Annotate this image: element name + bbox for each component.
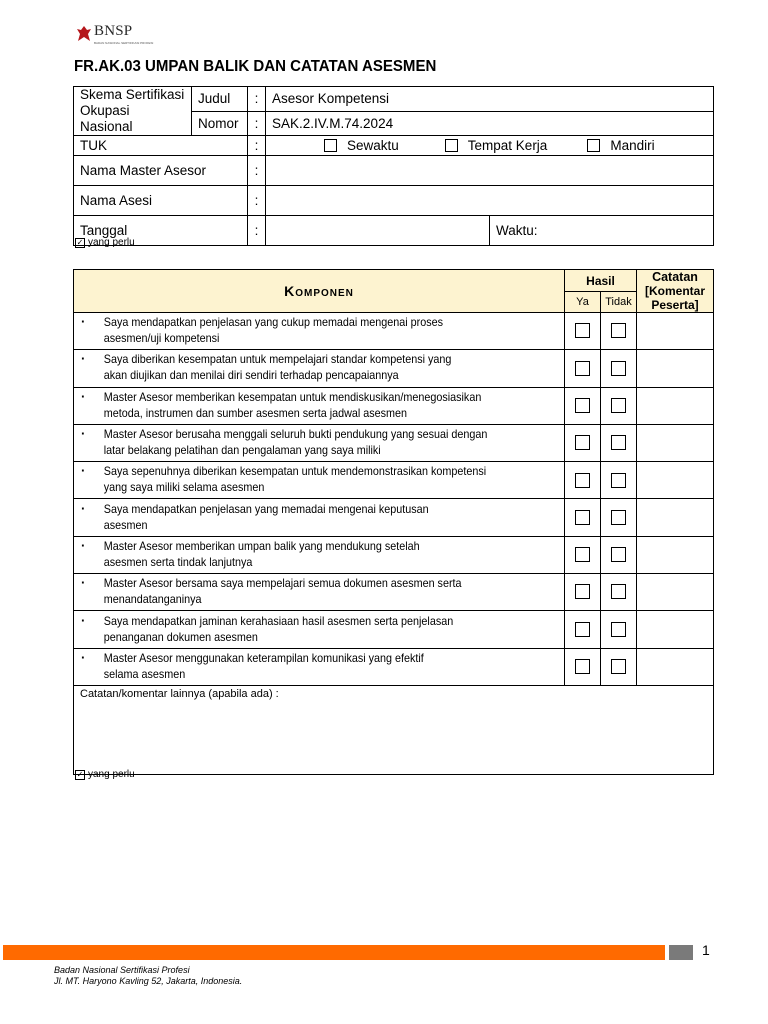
colon: : [248, 216, 266, 246]
checkbox-ya-icon[interactable] [575, 361, 590, 376]
table-row [74, 611, 714, 648]
tidak-cell[interactable] [601, 499, 637, 536]
ya-cell[interactable] [565, 499, 601, 536]
checkbox-icon[interactable] [445, 139, 458, 152]
bnsp-logo [76, 22, 154, 50]
bullet-icon: ▪ [81, 652, 85, 662]
tanggal-field[interactable] [266, 216, 490, 246]
checkbox-ya-icon[interactable] [575, 622, 590, 637]
tuk-label: TUK [74, 136, 248, 156]
ya-header: Ya [565, 292, 601, 313]
colon: : [248, 111, 266, 136]
tidak-header: Tidak [601, 292, 637, 313]
tidak-cell[interactable] [601, 313, 637, 350]
tidak-cell[interactable] [601, 387, 637, 424]
checked-box-icon: ✓ [76, 237, 84, 247]
table-row [74, 499, 714, 536]
logo-subtitle: BADAN NASIONAL SERTIFIKASI PROFESI [94, 41, 154, 45]
table-row [74, 648, 714, 685]
nomor-label: Nomor [192, 111, 248, 136]
garuda-icon [76, 25, 92, 43]
checkbox-ya-icon[interactable] [575, 659, 590, 674]
checked-box-icon: ✓ [76, 769, 84, 779]
bullet-icon: ▪ [81, 466, 85, 476]
note-yang-perlu: ✓ yang perlu [76, 237, 135, 248]
table-row [74, 313, 714, 350]
ya-cell[interactable] [565, 387, 601, 424]
checkbox-ya-icon[interactable] [575, 323, 590, 338]
judul-value: Asesor Kompetensi [266, 87, 714, 112]
item-text: ▪ Saya mendapatkan penjelasan yang cukup memadai mengenai proses asesmen/uji kompetensi [74, 313, 565, 350]
item-text: ▪ Master Asesor berusaha menggali seluruh bukti pendukung yang sesuai dengan latar belakang pelatihan dan pengalaman yang saya miliki [74, 424, 565, 461]
checkbox-tidak-icon[interactable] [611, 584, 626, 599]
checkbox-tidak-icon[interactable] [611, 435, 626, 450]
footer-grey-block [669, 945, 693, 960]
colon: : [248, 156, 266, 186]
catatan-cell[interactable] [637, 387, 714, 424]
checkbox-ya-icon[interactable] [575, 398, 590, 413]
checkbox-ya-icon[interactable] [575, 473, 590, 488]
nomor-value: SAK.2.IV.M.74.2024 [266, 111, 714, 136]
checkbox-tidak-icon[interactable] [611, 510, 626, 525]
checkbox-tidak-icon[interactable] [611, 659, 626, 674]
checkbox-tidak-icon[interactable] [611, 622, 626, 637]
item-text: ▪ Master Asesor memberikan umpan balik yang mendukung setelah asesmen serta tindak lanjutnya [74, 536, 565, 573]
catatan-header [637, 270, 714, 313]
table-row [74, 574, 714, 611]
table-row [74, 350, 714, 387]
tanggal-label: Tanggal [74, 216, 248, 246]
judul-label: Judul [192, 87, 248, 112]
tidak-cell[interactable] [601, 536, 637, 573]
tidak-cell[interactable] [601, 424, 637, 461]
table-row [74, 387, 714, 424]
checkbox-tidak-icon[interactable] [611, 473, 626, 488]
catatan-cell[interactable] [637, 574, 714, 611]
item-text: ▪ Saya sepenuhnya diberikan kesempatan untuk mendemonstrasikan kompetensi yang saya miliki selama asesmen [74, 462, 565, 499]
item-text: ▪ Saya mendapatkan jaminan kerahasiaan hasil asesmen serta penjelasan penanganan dokumen asesmen [74, 611, 565, 648]
catatan-cell[interactable] [637, 350, 714, 387]
ya-cell[interactable] [565, 611, 601, 648]
ya-cell[interactable] [565, 424, 601, 461]
bullet-icon: ▪ [81, 578, 85, 588]
checkbox-tidak-icon[interactable] [611, 398, 626, 413]
hasil-header: Hasil [565, 270, 637, 292]
checkbox-icon[interactable] [324, 139, 337, 152]
item-text: ▪ Master Asesor bersama saya mempelajari semua dokumen asesmen serta menandatanganinya [74, 574, 565, 611]
waktu-field[interactable]: Waktu: [490, 216, 714, 246]
asesi-field[interactable] [266, 186, 714, 216]
page-title: FR.AK.03 UMPAN BALIK DAN CATATAN ASESMEN [74, 58, 437, 75]
catatan-cell[interactable] [637, 536, 714, 573]
note-yang-perlu-bottom: ✓ yang perlu [76, 769, 135, 780]
master-asesor-field[interactable] [266, 156, 714, 186]
bullet-icon: ▪ [81, 354, 85, 364]
footer-orange-bar [3, 945, 665, 960]
asesi-label: Nama Asesi [74, 186, 248, 216]
ya-cell[interactable] [565, 462, 601, 499]
catatan-cell[interactable] [637, 424, 714, 461]
comment-area[interactable]: Catatan/komentar lainnya (apabila ada) : [74, 685, 714, 774]
tuk-option-tempat-kerja[interactable]: Tempat Kerja [445, 138, 548, 153]
tuk-options [266, 136, 714, 156]
checkbox-tidak-icon[interactable] [611, 547, 626, 562]
skema-label: Skema Sertifikasi Okupasi Nasional [74, 87, 192, 136]
checkbox-ya-icon[interactable] [575, 510, 590, 525]
item-text: ▪ Saya diberikan kesempatan untuk mempelajari standar kompetensi yang akan diujikan dan menilai diri sendiri terhadap pencapaiannya [74, 350, 565, 387]
table-row [74, 424, 714, 461]
catatan-cell[interactable] [637, 611, 714, 648]
item-text: ▪ Master Asesor menggunakan keterampilan komunikasi yang efektif selama asesmen [74, 648, 565, 685]
bullet-icon: ▪ [81, 429, 85, 439]
catatan-cell[interactable] [637, 462, 714, 499]
tidak-cell[interactable] [601, 462, 637, 499]
master-asesor-label: Nama Master Asesor [74, 156, 248, 186]
info-table [73, 86, 714, 246]
bullet-icon: ▪ [81, 391, 85, 401]
tidak-cell[interactable] [601, 648, 637, 685]
catatan-cell[interactable] [637, 499, 714, 536]
tidak-cell[interactable] [601, 574, 637, 611]
checkbox-ya-icon[interactable] [575, 435, 590, 450]
bullet-icon: ▪ [81, 503, 85, 513]
colon: : [248, 136, 266, 156]
ya-cell[interactable] [565, 350, 601, 387]
ya-cell[interactable] [565, 648, 601, 685]
logo-text: BNSP [94, 23, 133, 39]
ya-cell[interactable] [565, 536, 601, 573]
table-row [74, 536, 714, 573]
checkbox-tidak-icon[interactable] [611, 361, 626, 376]
item-text: ▪ Saya mendapatkan penjelasan yang memadai mengenai keputusan asesmen [74, 499, 565, 536]
item-text: ▪ Master Asesor memberikan kesempatan untuk mendiskusikan/menegosiasikan metoda, instrumen dan sumber asesmen serta jadwal asesmen [74, 387, 565, 424]
tidak-cell[interactable] [601, 350, 637, 387]
ya-cell[interactable] [565, 574, 601, 611]
bullet-icon: ▪ [81, 615, 85, 625]
tuk-option-mandiri[interactable]: Mandiri [587, 138, 654, 153]
checkbox-tidak-icon[interactable] [611, 323, 626, 338]
checkbox-ya-icon[interactable] [575, 547, 590, 562]
tidak-cell[interactable] [601, 611, 637, 648]
komponen-header: Komponen [74, 270, 565, 313]
catatan-subtitle: [Komentar Peserta] [644, 284, 705, 312]
page-number: 1 [702, 942, 710, 958]
ya-cell[interactable] [565, 313, 601, 350]
footer-address: Badan Nasional Sertifikasi Profesi Jl. MT. Haryono Kavling 52, Jakarta, Indonesia. [54, 965, 243, 986]
colon: : [248, 87, 266, 112]
catatan-cell[interactable] [637, 648, 714, 685]
table-row [74, 462, 714, 499]
tuk-option-sewaktu[interactable]: Sewaktu [324, 138, 399, 153]
checkbox-ya-icon[interactable] [575, 584, 590, 599]
bullet-icon: ▪ [81, 317, 85, 327]
feedback-table [73, 269, 714, 775]
catatan-title: Catatan [652, 270, 698, 284]
catatan-cell[interactable] [637, 313, 714, 350]
colon: : [248, 186, 266, 216]
bullet-icon: ▪ [81, 540, 85, 550]
checkbox-icon[interactable] [587, 139, 600, 152]
